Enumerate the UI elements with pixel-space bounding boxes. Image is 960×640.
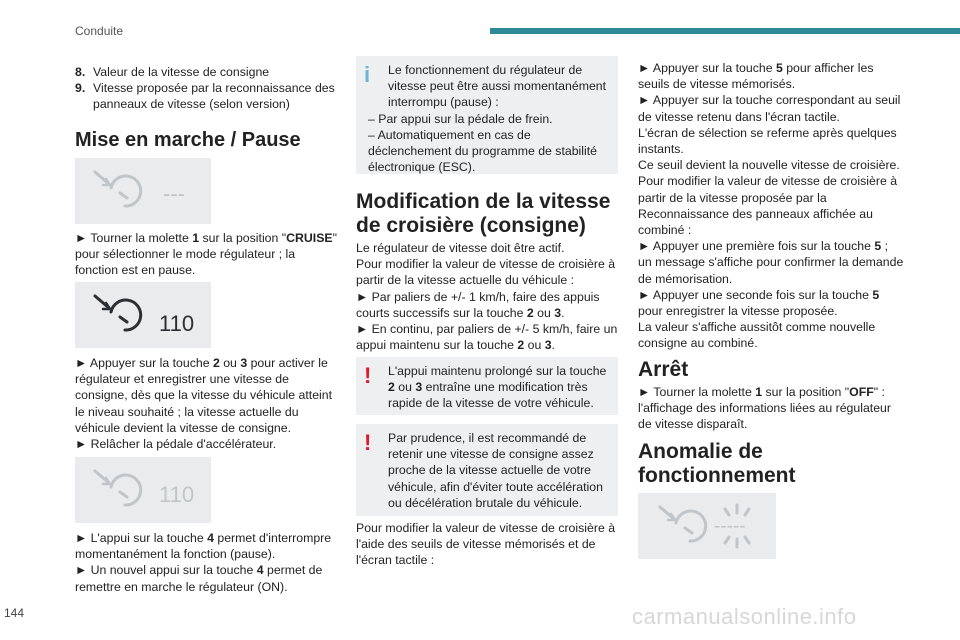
paragraph-threshold-steps: ► Appuyer sur la touche 5 pour afficher les seuils de vitesse mémorisés. ► Appuyer sur la touche correspondant au seuil de vitesse retenu dans l'écran tactile. L'écran de sélection se referme après quelques instants. Ce seuil devient la nouvelle vitesse de croisière. Pour modifier la valeur de vitesse de croisière à partir de la vitesse proposée par la Reconnaissance des panneaux affichée au combiné : ► Appuyer une première fois sur la touche 5 ; un message s'affiche pour confirmer la demande de mémorisation. ► Appuyer une seconde fois sur la touche 5 pour enregistrer la vitesse proposée. La valeur s'affiche aussitôt comme nouvelle consigne au combiné. — [638, 61, 904, 351]
heading-start: Mise en marche / Pause — [75, 129, 301, 151]
paragraph-modification: Le régulateur de vitesse doit être actif. Pour modifier la valeur de vitesse de croisière à partir de la vitesse actuelle du véhicule : ► Par paliers de +/- 1 km/h, faire des appuis courts successifs sur la touche 2 ou 3. ► En continu, par paliers de +/- 5 km/h, faire un appui maintenu sur la touche 2 ou 3. — [356, 241, 618, 353]
speed-display: --- — [163, 181, 185, 206]
header-accent-bar — [490, 28, 960, 34]
paragraph-thresholds: Pour modifier la valeur de vitesse de croisière à l'aide des seuils de vitesse mémorisés et de l'écran tactile : — [356, 521, 616, 568]
paragraph-pause: ► L'appui sur la touche 4 permet d'interrompre momentanément la fonction (pause). ► Un nouvel appui sur la touche 4 permet de remettre en marche le régulateur (ON). — [75, 531, 332, 594]
cruise-control-icon — [75, 282, 211, 348]
legend-list — [75, 64, 337, 113]
speed-display: 110 — [159, 482, 195, 507]
page-number: 144 — [4, 606, 25, 620]
warning-note-hold: ! L'appui maintenu prolongé sur la touche 2 ou 3 entraîne une modification très rapide de la vitesse de votre véhicule. — [356, 357, 618, 415]
watermark: carmanualsonline.info — [632, 604, 857, 629]
figure-cruise-active — [75, 282, 211, 348]
warning-icon: ! — [364, 430, 372, 455]
heading-stop: Arrêt — [638, 358, 689, 381]
section-title: Conduite — [75, 24, 124, 38]
warning-note-prudence: ! Par prudence, il est recommandé de retenir une vitesse de consigne assez proche de la vitesse actuelle de votre véhicule, afin d'éviter toute accélération ou décélération brutale du véhicule. — [356, 424, 618, 516]
list-item: 9. Vitesse proposée par la reconnaissance des panneaux de vitesse (selon version) — [75, 81, 335, 112]
speed-display: ----- — [714, 516, 746, 537]
speed-display: 110 — [159, 311, 195, 336]
info-icon: i — [364, 62, 371, 87]
list-item: 8. Valeur de la vitesse de consigne — [75, 65, 270, 79]
heading-modification: Modification de la vitesse de croisière (consigne) — [356, 190, 611, 237]
cruise-control-icon — [638, 493, 776, 559]
figure-cruise-fault — [638, 493, 776, 559]
figure-cruise-standby — [75, 158, 211, 224]
cruise-control-icon — [75, 158, 211, 224]
heading-fault: Anomalie de fonctionnement — [638, 440, 796, 487]
warning-icon: ! — [364, 363, 372, 388]
paragraph-stop: ► Tourner la molette 1 sur la position "OFF" : l'affichage des informations liées au régulateur de vitesse disparaît. — [638, 385, 891, 432]
paragraph-activate: ► Appuyer sur la touche 2 ou 3 pour activer le régulateur et enregistrer une vitesse de consigne, dès que la vitesse du véhicule atteint le niveau souhaité ; la vitesse actuelle du véhicule devient la vitesse de consigne. ► Relâcher la pédale d'accélérateur. — [75, 356, 333, 452]
cruise-control-icon — [75, 457, 211, 523]
info-note: i Le fonctionnement du régulateur de vitesse peut être aussi momentanément interrompu (pause) : – Par appui sur la pédale de frein. – Automatiquement en cas de déclenchement du programme de stabilité électronique (ESC). — [356, 56, 618, 174]
figure-cruise-paused — [75, 457, 211, 523]
paragraph-cruise-select: ► Tourner la molette 1 sur la position "CRUISE" pour sélectionner le mode régulateur ; la fonction est en pause. — [75, 231, 337, 278]
